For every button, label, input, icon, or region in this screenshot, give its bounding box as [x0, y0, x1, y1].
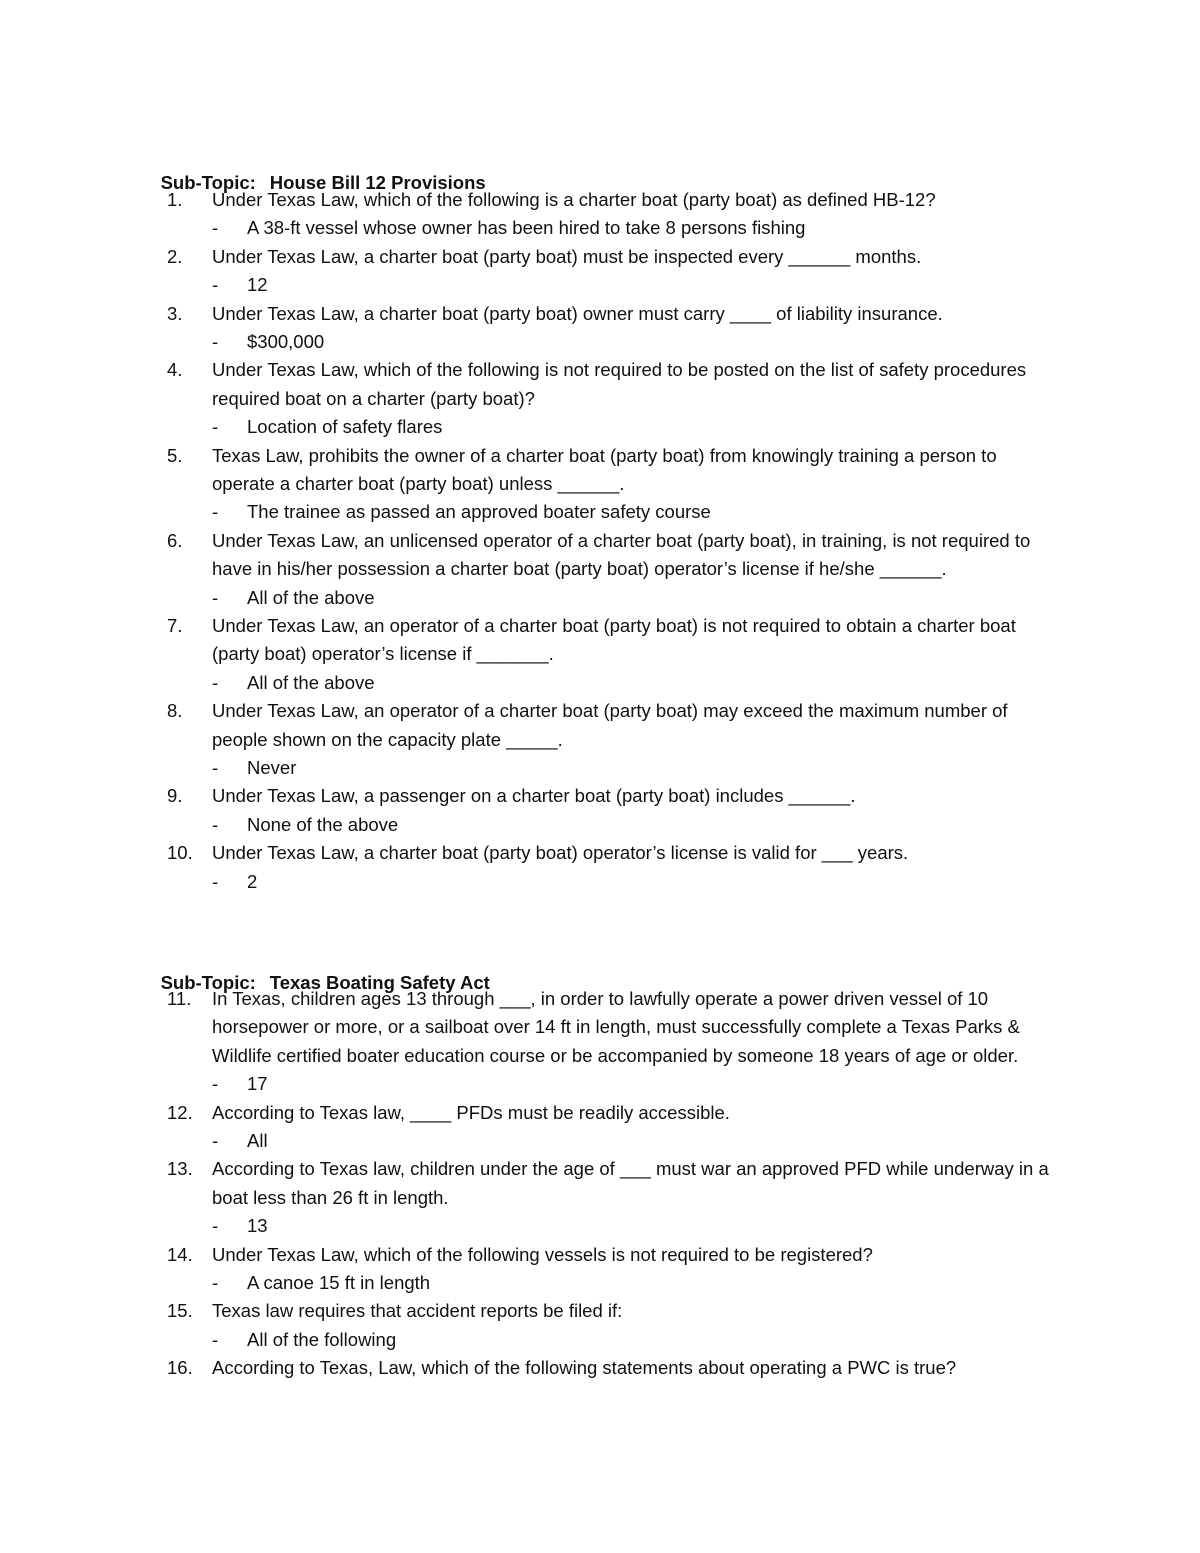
question-number: 14.	[167, 1243, 193, 1265]
answer-item	[0, 328, 1200, 356]
answer-item	[0, 1326, 1200, 1354]
answer-item	[0, 754, 1200, 782]
answer-marker: -	[212, 274, 219, 296]
question-text: Under Texas Law, a charter boat (party boat) must be inspected every ______ months.	[212, 245, 922, 267]
question-text: Under Texas Law, a passenger on a charter boat (party boat) includes ______.	[212, 785, 856, 807]
question-number: 4.	[167, 359, 183, 381]
question-text: Texas law requires that accident reports be filed if:	[212, 1300, 623, 1322]
question-item	[0, 782, 1200, 810]
question-text: Under Texas Law, which of the following is not required to be posted on the list of safety procedures required boat on a charter (party boat)?	[212, 359, 1027, 409]
question-text: According to Texas law, children under the age of ___ must war an approved PFD while underway in a boat less than 26 ft in length.	[212, 1158, 1049, 1208]
answer-text: 2	[247, 870, 258, 892]
question-number: 13.	[167, 1158, 193, 1180]
section-label: Sub-Topic:	[160, 172, 256, 193]
question-item	[0, 1099, 1200, 1127]
answer-marker: -	[212, 1215, 219, 1237]
question-number: 6.	[167, 529, 183, 551]
answer-marker: -	[212, 870, 219, 892]
answer-marker: -	[212, 757, 219, 779]
answer-text: The trainee as passed an approved boater safety course	[247, 501, 711, 523]
question-number: 15.	[167, 1300, 193, 1322]
question-text: In Texas, children ages 13 through ___, in order to lawfully operate a power driven vessel of 10 horsepower or more, or a sailboat over 14 ft in length, must successfully complete a Texas Parks & Wildlife certified boater education course or be accompanied by someone 18 years of age or older.	[212, 988, 1020, 1066]
answer-item	[0, 271, 1200, 299]
answer-item	[0, 1269, 1200, 1297]
answer-item	[0, 214, 1200, 242]
question-item	[0, 356, 1200, 413]
answer-marker: -	[212, 1073, 219, 1095]
question-number: 11.	[167, 988, 192, 1009]
answer-text: All of the following	[247, 1328, 397, 1350]
answer-item	[0, 1212, 1200, 1240]
question-number: 10.	[167, 842, 193, 864]
answer-item	[0, 584, 1200, 612]
answer-marker: -	[212, 671, 219, 693]
question-text: According to Texas, Law, which of the following statements about operating a PWC is true?	[212, 1357, 957, 1379]
question-text: Under Texas Law, an operator of a charter boat (party boat) is not required to obtain a charter boat (party boat) operator’s license if _______.	[212, 615, 1016, 665]
question-number: 9.	[167, 785, 183, 807]
question-item	[0, 1155, 1200, 1212]
question-item	[0, 243, 1200, 271]
question-text: Under Texas Law, which of the following is a charter boat (party boat) as defined HB-12?	[212, 189, 936, 210]
answer-item	[0, 868, 1200, 896]
question-number: 1.	[167, 189, 183, 210]
question-item	[0, 442, 1200, 499]
answer-text: Never	[247, 757, 297, 779]
answer-text: All of the above	[247, 671, 375, 693]
question-text: Under Texas Law, which of the following vessels is not required to be registered?	[212, 1243, 873, 1265]
question-item	[0, 527, 1200, 584]
question-item	[0, 1241, 1200, 1269]
answer-item	[0, 669, 1200, 697]
question-item	[0, 697, 1200, 754]
question-text: According to Texas law, ____ PFDs must be readily accessible.	[212, 1101, 730, 1123]
answer-marker: -	[212, 813, 219, 835]
question-number: 16.	[167, 1357, 193, 1379]
answer-marker: -	[212, 1272, 219, 1294]
question-number: 3.	[167, 302, 183, 324]
question-number: 12.	[167, 1101, 193, 1123]
answer-marker: -	[212, 416, 219, 438]
question-number: 5.	[167, 444, 183, 466]
question-text: Texas Law, prohibits the owner of a charter boat (party boat) from knowingly training a person to operate a charter boat (party boat) unless ______.	[212, 444, 997, 494]
question-item	[0, 612, 1200, 669]
answer-marker: -	[212, 1328, 219, 1350]
question-text: Under Texas Law, an unlicensed operator of a charter boat (party boat), in training, is not required to have in his/her possession a charter boat (party boat) operator’s license if he/she ______.	[212, 529, 1031, 580]
question-item	[0, 1297, 1200, 1325]
answer-marker: -	[212, 1130, 219, 1152]
question-text: Under Texas Law, an operator of a charter boat (party boat) may exceed the maximum number of people shown on the capacity plate _____.	[212, 700, 1008, 750]
answer-item	[0, 811, 1200, 839]
question-list-house-bill-12	[0, 186, 1200, 896]
answer-text: A 38-ft vessel whose owner has been hired to take 8 persons fishing	[247, 217, 806, 239]
question-number: 7.	[167, 615, 183, 636]
answer-text: 13	[247, 1215, 268, 1237]
section-title: Texas Boating Safety Act	[269, 972, 490, 993]
question-list-texas-boating-safety-act	[0, 985, 1200, 1383]
question-number: 8.	[167, 700, 183, 722]
answer-text: All of the above	[247, 586, 375, 608]
question-item	[0, 839, 1200, 867]
question-number: 2.	[167, 245, 183, 267]
section-title: House Bill 12 Provisions	[269, 172, 486, 193]
answer-text: $300,000	[247, 331, 325, 352]
answer-marker: -	[212, 586, 219, 608]
question-item	[0, 300, 1200, 328]
question-text: Under Texas Law, a charter boat (party boat) owner must carry ____ of liability insurance.	[212, 302, 943, 324]
answer-marker: -	[212, 501, 219, 523]
answer-text: 17	[247, 1073, 268, 1095]
answer-marker: -	[212, 331, 219, 352]
answer-item	[0, 413, 1200, 441]
answer-marker: -	[212, 217, 219, 239]
section-label: Sub-Topic:	[160, 972, 256, 993]
answer-text: All	[247, 1130, 268, 1152]
answer-item	[0, 1127, 1200, 1155]
answer-text: 12	[247, 274, 268, 296]
answer-text: None of the above	[247, 813, 399, 835]
question-item	[0, 1354, 1200, 1382]
question-text: Under Texas Law, a charter boat (party boat) operator’s license is valid for ___ years.	[212, 842, 909, 864]
answer-item	[0, 1070, 1200, 1098]
question-item	[0, 985, 1200, 1070]
answer-item	[0, 498, 1200, 526]
answer-text: Location of safety flares	[247, 416, 443, 438]
question-item	[0, 186, 1200, 214]
answer-text: A canoe 15 ft in length	[247, 1272, 431, 1294]
